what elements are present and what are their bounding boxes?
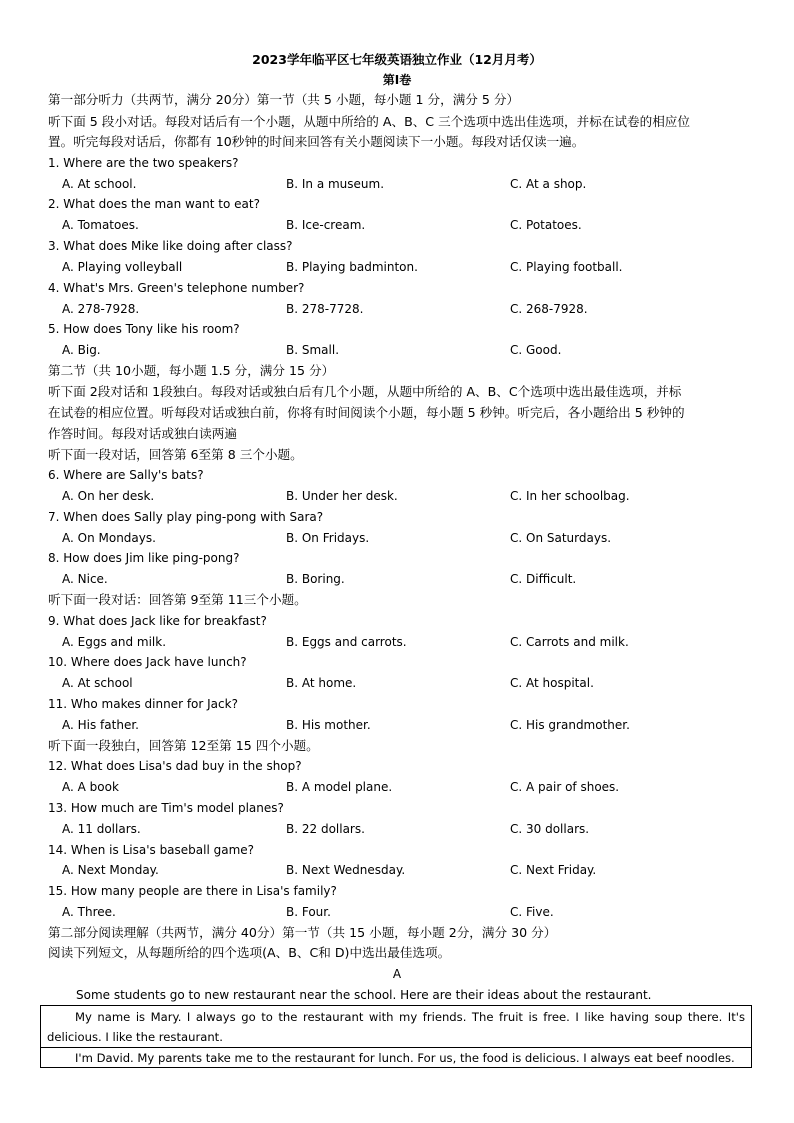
q10-option-b: B. At home. (286, 676, 357, 690)
q12-option-b: B. A model plane. (286, 780, 393, 794)
question-13: 13. How much are Tim's model planes? (48, 801, 284, 815)
q7-option-a: A. On Mondays. (62, 531, 156, 545)
q6-option-c: C. In her schoolbag. (510, 489, 630, 503)
q9-option-b: B. Eggs and carrots. (286, 635, 407, 649)
monologue-instruction: 听下面一段独白，回答第 12至第 15 四个小题。 (48, 738, 319, 753)
q2-option-b: B. Ice-cream. (286, 218, 366, 232)
question-2: 2. What does the man want to eat? (48, 197, 260, 211)
dialogue2-instruction: 听下面一段对话：回答第 9至第 11三个小题。 (48, 592, 307, 607)
q5-option-a: A. Big. (62, 343, 101, 357)
passage-intro: Some students go to new restaurant near the school. Here are their ideas about the restaurant. (76, 988, 652, 1002)
q4-option-c: C. 268-7928. (510, 302, 588, 316)
q3-option-c: C. Playing football. (510, 260, 623, 274)
q14-option-b: B. Next Wednesday. (286, 863, 406, 877)
q3-option-a: A. Playing volleyball (62, 260, 183, 274)
question-11: 11. Who makes dinner for Jack? (48, 697, 238, 711)
review-mary-text: My name is Mary. I always go to the restaurant with my friends. The fruit is free. I like having soup there. It's delicious. I like the restaurant. (47, 1010, 745, 1044)
q15-option-c: C. Five. (510, 905, 554, 919)
part1-instruction-line2: 置。听完每段对话后，你都有 10秒钟的时间来回答有关小题阅读下一小题。每段对话仅读一遍。 (48, 134, 585, 149)
q10-option-a: A. At school (62, 676, 133, 690)
section2-instruction-line3: 作答时间。每段对话或独白读两遍 (48, 426, 237, 441)
q13-option-b: B. 22 dollars. (286, 822, 365, 836)
q11-option-b: B. His mother. (286, 718, 371, 732)
q15-option-b: B. Four. (286, 905, 331, 919)
q8-option-c: C. Difficult. (510, 572, 577, 586)
review-david-text: I'm David. My parents take me to the restaurant for lunch. For us, the food is delicious. I always eat beef noodles. (75, 1051, 735, 1065)
q2-option-c: C. Potatoes. (510, 218, 582, 232)
q14-option-a: A. Next Monday. (62, 863, 159, 877)
review-david (41, 1048, 751, 1068)
q8-option-b: B. Boring. (286, 572, 345, 586)
q9-option-a: A. Eggs and milk. (62, 635, 167, 649)
question-9: 9. What does Jack like for breakfast? (48, 614, 267, 628)
question-3: 3. What does Mike like doing after class? (48, 239, 293, 253)
q5-option-b: B. Small. (286, 343, 340, 357)
q4-option-b: B. 278-7728. (286, 302, 364, 316)
question-12: 12. What does Lisa's dad buy in the shop? (48, 759, 302, 773)
section2-heading: 第二节（共 10小题，每小题 1.5 分，满分 15 分） (48, 363, 335, 378)
q13-option-c: C. 30 dollars. (510, 822, 590, 836)
q8-option-a: A. Nice. (62, 572, 108, 586)
review-mary (41, 1007, 751, 1047)
dialogue1-instruction: 听下面一段对话，回答第 6至第 8 三个小题。 (48, 447, 303, 462)
q7-option-c: C. On Saturdays. (510, 531, 612, 545)
q5-option-c: C. Good. (510, 343, 562, 357)
part2-instruction: 阅读下列短文，从每题所给的四个选项(A、B、C和 D)中选出最佳选项。 (48, 945, 451, 960)
q12-option-a: A. A book (62, 780, 119, 794)
q11-option-a: A. His father. (62, 718, 139, 732)
q2-option-a: A. Tomatoes. (62, 218, 139, 232)
q13-option-a: A. 11 dollars. (62, 822, 141, 836)
question-10: 10. Where does Jack have lunch? (48, 655, 247, 669)
q11-option-c: C. His grandmother. (510, 718, 630, 732)
q1-option-a: A. At school. (62, 177, 137, 191)
section2-instruction-line1: 听下面 2段对话和 1段独白。每段对话或独白后有几个小题，从题中所给的 A、B、C个选项中选出最佳选项，并标 (48, 384, 682, 399)
section2-instruction-line2: 在试卷的相应位置。听每段对话或独白前，你将有时间阅读个小题，每小题 5 秒钟。听完后，各小题给出 5 秒钟的 (48, 405, 685, 420)
question-6: 6. Where are Sally's bats? (48, 468, 204, 482)
q10-option-c: C. At hospital. (510, 676, 594, 690)
q1-option-c: C. At a shop. (510, 177, 587, 191)
q12-option-c: C. A pair of shoes. (510, 780, 620, 794)
question-1: 1. Where are the two speakers? (48, 156, 239, 170)
reviews-box (40, 1005, 752, 1068)
part1-instruction-line1: 听下面 5 段小对话。每段对话后有一个小题，从题中所给的 A、B、C 三个选项中选出佳选项，并标在试卷的相应位 (48, 114, 690, 129)
q7-option-b: B. On Fridays. (286, 531, 370, 545)
question-14: 14. When is Lisa's baseball game? (48, 843, 255, 857)
question-15: 15. How many people are there in Lisa's family? (48, 884, 337, 898)
question-8: 8. How does Jim like ping-pong? (48, 551, 240, 565)
question-5: 5. How does Tony like his room? (48, 322, 240, 336)
exam-title: 2023学年临平区七年级英语独立作业（12月月考） (252, 52, 542, 67)
q6-option-a: A. On her desk. (62, 489, 155, 503)
q9-option-c: C. Carrots and milk. (510, 635, 629, 649)
q14-option-c: C. Next Friday. (510, 863, 597, 877)
question-7: 7. When does Sally play ping-pong with Sara? (48, 510, 324, 524)
passage-label: A (392, 967, 402, 981)
question-4: 4. What's Mrs. Green's telephone number? (48, 281, 305, 295)
q15-option-a: A. Three. (62, 905, 116, 919)
q1-option-b: B. In a museum. (286, 177, 385, 191)
part1-heading: 第一部分听力（共两节，满分 20分）第一节（共 5 小题，每小题 1 分，满分 5 分） (48, 92, 520, 107)
part2-heading: 第二部分阅读理解（共两节，满分 40分）第一节（共 15 小题，每小题 2分，满分 30 分） (48, 925, 557, 940)
q3-option-b: B. Playing badminton. (286, 260, 418, 274)
q6-option-b: B. Under her desk. (286, 489, 398, 503)
volume-label: 第Ⅰ卷 (382, 73, 412, 87)
q4-option-a: A. 278-7928. (62, 302, 140, 316)
